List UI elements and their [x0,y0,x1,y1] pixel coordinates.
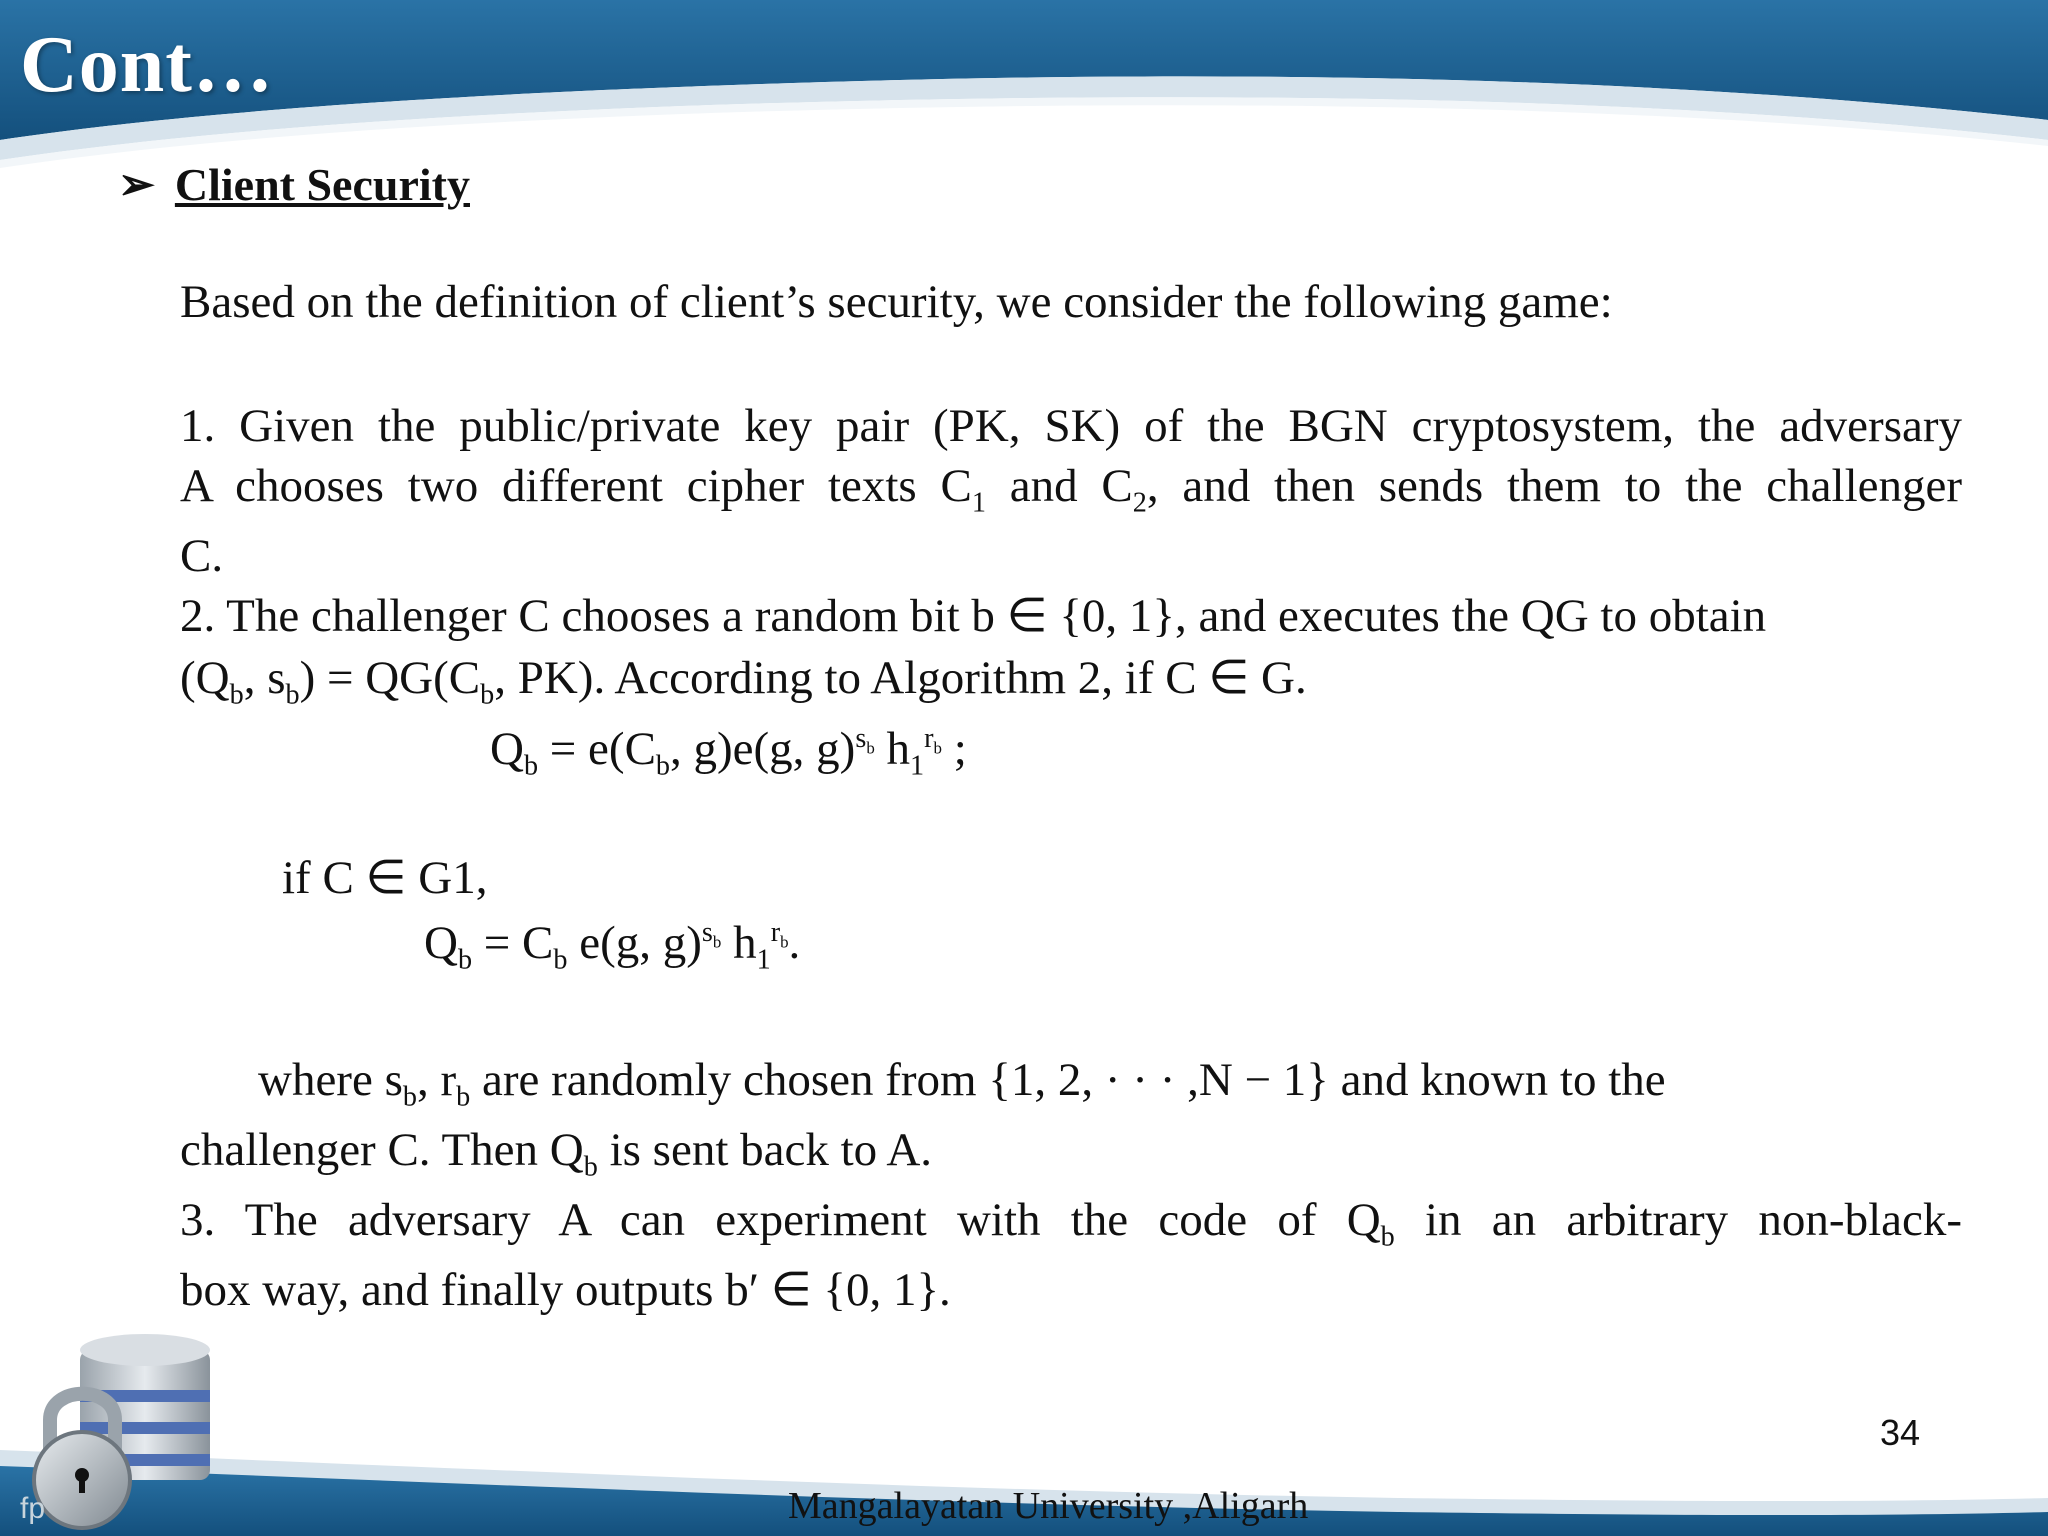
subscript-1: 1 [971,487,986,519]
database-lock-icon [20,1330,220,1530]
page-number: 34 [1880,1412,1921,1453]
header-wave [0,0,2048,180]
item1-line2 [180,456,1962,533]
intro-text: Based on the definition of client’s security, we consider the following game: [180,276,1613,328]
equation-1: $Q_b = e(C_b$, g)e(g, g)$^{s_b}$ $h_1^{r_b}$ ; [490,723,967,782]
item2-line1: 2. The challenger C chooses a random bit b ∈ {0, 1}, and executes the QG to obtain [180,590,1767,642]
condition-g1: if C ∈ G1, [282,852,488,904]
item3-line1: 3. The adversary A can experiment with the code of $Q_b$ in an arbitrary non-black- [180,1194,1962,1253]
where-line1: where $s_b$, $r_b$ are randomly chosen from {1, 2, · · · ,N − 1} and known to the [258,1054,1666,1113]
slide-title: Cont… [20,21,274,109]
footer-text: Mangalayatan University ,Aligarh [788,1485,1309,1527]
watermark: fp [20,1492,46,1525]
bullet-heading [118,158,470,211]
item2-line2: ($Q_b$, $s_b) = QG(C_b$, PK). According to Algorithm 2, if C ∈ G. [180,652,1307,711]
item1-line2-a: A chooses two different cipher texts C [180,460,972,512]
item1-line2-c: , and then sends them to the challenger [1146,460,1963,512]
item3-line2: box way, and finally outputs b′ ∈ {0, 1}. [180,1264,951,1316]
where-line2: challenger C. Then $Q_b$ is sent back to A. [180,1124,933,1183]
item1-line2-b: and C [985,460,1133,512]
equation-2: $Q_b = C_b$ e(g, g)$^{s_b}$ $h_1^{r_b}$. [424,917,801,976]
item1-line3: C. [180,530,224,582]
item1-line1: 1. Given the public/private key pair (PK, SK) of the BGN cryptosystem, the adversary [180,400,1962,452]
subscript-2: 2 [1132,487,1147,519]
section-heading: Client Security [174,159,470,210]
arrow-bullet-icon: ➢ [118,160,155,209]
